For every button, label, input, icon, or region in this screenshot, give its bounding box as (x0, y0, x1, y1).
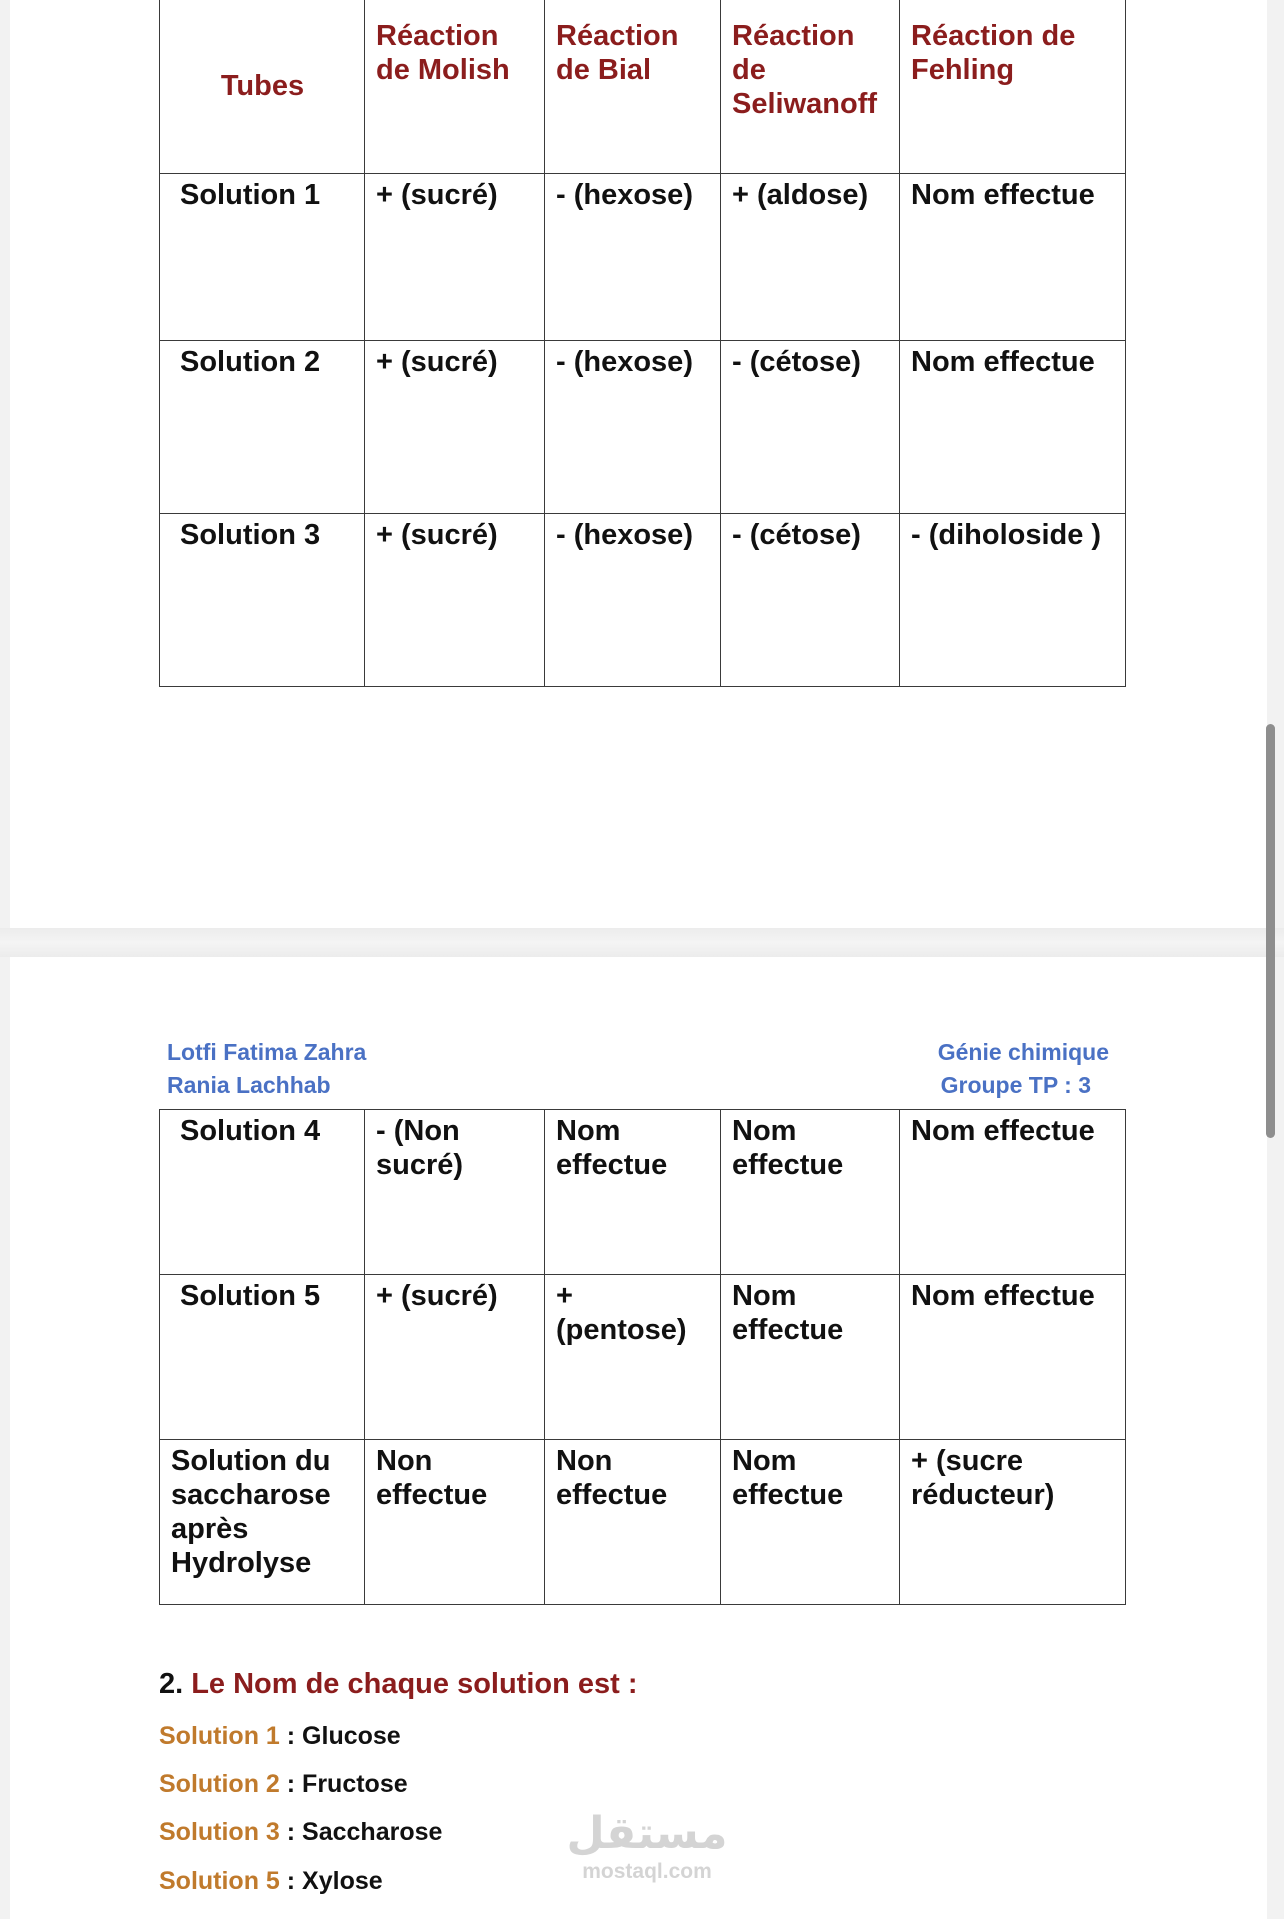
table-cell: + (sucré) (365, 514, 545, 687)
table-cell: Nom effectue (545, 1110, 721, 1275)
table-header-row (160, 0, 1126, 174)
table-cell: - (hexose) (545, 514, 721, 687)
table-cell: Solution 1 (160, 174, 365, 341)
answer-key: Solution 1 (159, 1722, 280, 1750)
table-cell: - (diholoside ) (900, 514, 1126, 687)
watermark-arabic: مستقل (566, 1808, 728, 1859)
table-cell: + (sucré) (365, 341, 545, 514)
page-separator (0, 928, 1284, 957)
group-label: Groupe TP : 3 (940, 1072, 1091, 1098)
table-row (160, 1440, 1126, 1605)
header-fehling: Réaction de Fehling (900, 0, 1126, 174)
watermark-url: mostaql.com (582, 1860, 712, 1883)
header-bial: Réaction de Bial (545, 0, 721, 174)
author-name: Lotfi Fatima Zahra (167, 1039, 367, 1065)
section-title: Le Nom de chaque solution est : (191, 1668, 638, 1700)
header-tubes: Tubes (160, 0, 365, 174)
table-cell: Nom effectue (900, 1275, 1126, 1440)
answer-key: Solution 3 (159, 1818, 280, 1846)
answer-value: Saccharose (302, 1818, 443, 1846)
header-molish: Réaction de Molish (365, 0, 545, 174)
section-heading (159, 1668, 638, 1701)
table-row (160, 1275, 1126, 1440)
answer-line (159, 1867, 383, 1896)
answer-key: Solution 5 (159, 1867, 280, 1895)
table-cell: Nom effectue (900, 174, 1126, 341)
watermark (562, 1808, 732, 1884)
department-label: Génie chimique (937, 1039, 1109, 1065)
table-cell: Nom effectue (721, 1110, 900, 1275)
answer-separator: : (279, 1867, 303, 1895)
header-seliwanoff: Réaction de Seliwanoff (721, 0, 900, 174)
table-cell: + (aldose) (721, 174, 900, 341)
scrollbar-thumb[interactable] (1266, 724, 1275, 1138)
answer-value: Fructose (302, 1770, 408, 1798)
table-cell: Nom effectue (721, 1440, 900, 1605)
answer-separator: : (279, 1818, 303, 1846)
answer-line (159, 1818, 442, 1847)
table-cell: + (sucré) (365, 174, 545, 341)
table-cell: + (pentose) (545, 1275, 721, 1440)
answer-separator: : (279, 1770, 303, 1798)
table-cell: Solution du saccharose après Hydrolyse (160, 1440, 365, 1605)
results-table-part-1 (159, 0, 1126, 687)
table-cell: Nom effectue (900, 341, 1126, 514)
table-row (160, 514, 1126, 687)
answer-value: Glucose (302, 1722, 401, 1750)
table-cell: + (sucre réducteur) (900, 1440, 1126, 1605)
answer-separator: : (279, 1722, 303, 1750)
table-cell: Non effectue (365, 1440, 545, 1605)
results-table-part-2 (159, 1109, 1126, 1605)
table-cell: + (sucré) (365, 1275, 545, 1440)
table-cell: - (hexose) (545, 341, 721, 514)
table-row (160, 1110, 1126, 1275)
table-cell: Non effectue (545, 1440, 721, 1605)
answer-value: Xylose (302, 1867, 383, 1895)
table-cell: Nom effectue (900, 1110, 1126, 1275)
table-cell: Solution 5 (160, 1275, 365, 1440)
table-cell: Solution 4 (160, 1110, 365, 1275)
table-cell: Nom effectue (721, 1275, 900, 1440)
table-cell: - (Non sucré) (365, 1110, 545, 1275)
answer-key: Solution 2 (159, 1770, 280, 1798)
answer-line (159, 1722, 401, 1751)
table-cell: - (cétose) (721, 341, 900, 514)
table-cell: Solution 3 (160, 514, 365, 687)
table-row (160, 174, 1126, 341)
table-cell: Solution 2 (160, 341, 365, 514)
answer-line (159, 1770, 408, 1799)
section-number: 2. (159, 1668, 184, 1700)
author-name: Rania Lachhab (167, 1072, 331, 1098)
table-row (160, 341, 1126, 514)
table-cell: - (cétose) (721, 514, 900, 687)
table-cell: - (hexose) (545, 174, 721, 341)
